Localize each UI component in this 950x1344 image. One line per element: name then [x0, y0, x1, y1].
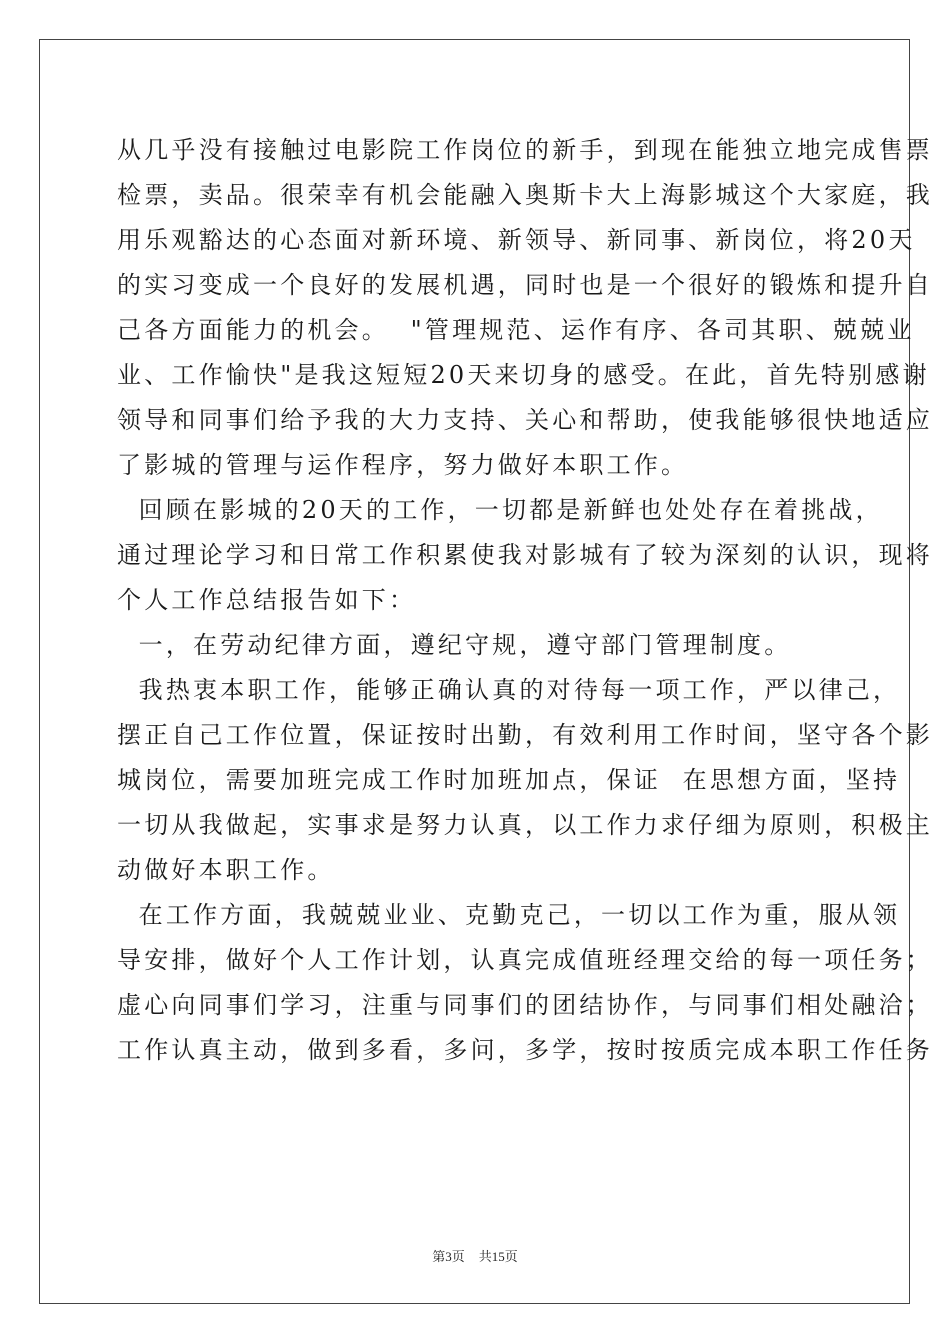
text-line: 通过理论学习和日常工作积累使我对影城有了较为深刻的认识，现将 — [117, 541, 933, 569]
text-line: 领导和同事们给予我的大力支持、关心和帮助，使我能够很快地适应 — [117, 406, 933, 434]
page-number: 第3页 — [432, 1249, 465, 1264]
text-line: 了影城的管理与运作程序，努力做好本职工作。 — [117, 451, 689, 479]
text-line: 工作认真主动，做到多看，多问，多学，按时按质完成本职工作任务 — [117, 1036, 933, 1064]
text-line: 己各方面能力的机会。 "管理规范、运作有序、各司其职、兢兢业 — [117, 316, 915, 344]
page-total: 共15页 — [478, 1249, 518, 1264]
text-line: 的实习变成一个良好的发展机遇，同时也是一个很好的锻炼和提升自 — [117, 271, 933, 299]
text-line: 个人工作总结报告如下： — [117, 586, 417, 614]
text-line: 城岗位，需要加班完成工作时加班加点，保证 在思想方面，坚持 — [117, 766, 901, 794]
text-line: 动做好本职工作。 — [117, 856, 335, 884]
text-line: 导安排，做好个人工作计划，认真完成值班经理交给的每一项任务； — [117, 946, 933, 974]
text-line: 虚心向同事们学习，注重与同事们的团结协作，与同事们相处融洽； — [117, 991, 933, 1019]
text-line: 业、工作愉快"是我这短短20天来切身的感受。在此，首先特别感谢 — [117, 361, 930, 389]
page-footer — [0, 1246, 950, 1265]
text-line: 从几乎没有接触过电影院工作岗位的新手，到现在能独立地完成售票 — [117, 136, 933, 164]
document-body — [117, 128, 933, 1073]
text-line: 回顾在影城的20天的工作，一切都是新鲜也处处存在着挑战， — [117, 496, 883, 524]
text-line: 用乐观豁达的心态面对新环境、新领导、新同事、新岗位，将20天 — [117, 226, 916, 254]
text-line: 一切从我做起，实事求是努力认真，以工作力求仔细为原则，积极主 — [117, 811, 933, 839]
text-line: 我热衷本职工作，能够正确认真的对待每一项工作，严以律己， — [117, 676, 901, 704]
text-line: 一，在劳动纪律方面，遵纪守规，遵守部门管理制度。 — [117, 631, 792, 659]
text-line: 在工作方面，我兢兢业业、克勤克己，一切以工作为重，服从领 — [117, 901, 901, 929]
text-line: 摆正自己工作位置，保证按时出勤，有效利用工作时间，坚守各个影 — [117, 721, 933, 749]
text-line: 检票，卖品。很荣幸有机会能融入奥斯卡大上海影城这个大家庭，我 — [117, 181, 933, 209]
